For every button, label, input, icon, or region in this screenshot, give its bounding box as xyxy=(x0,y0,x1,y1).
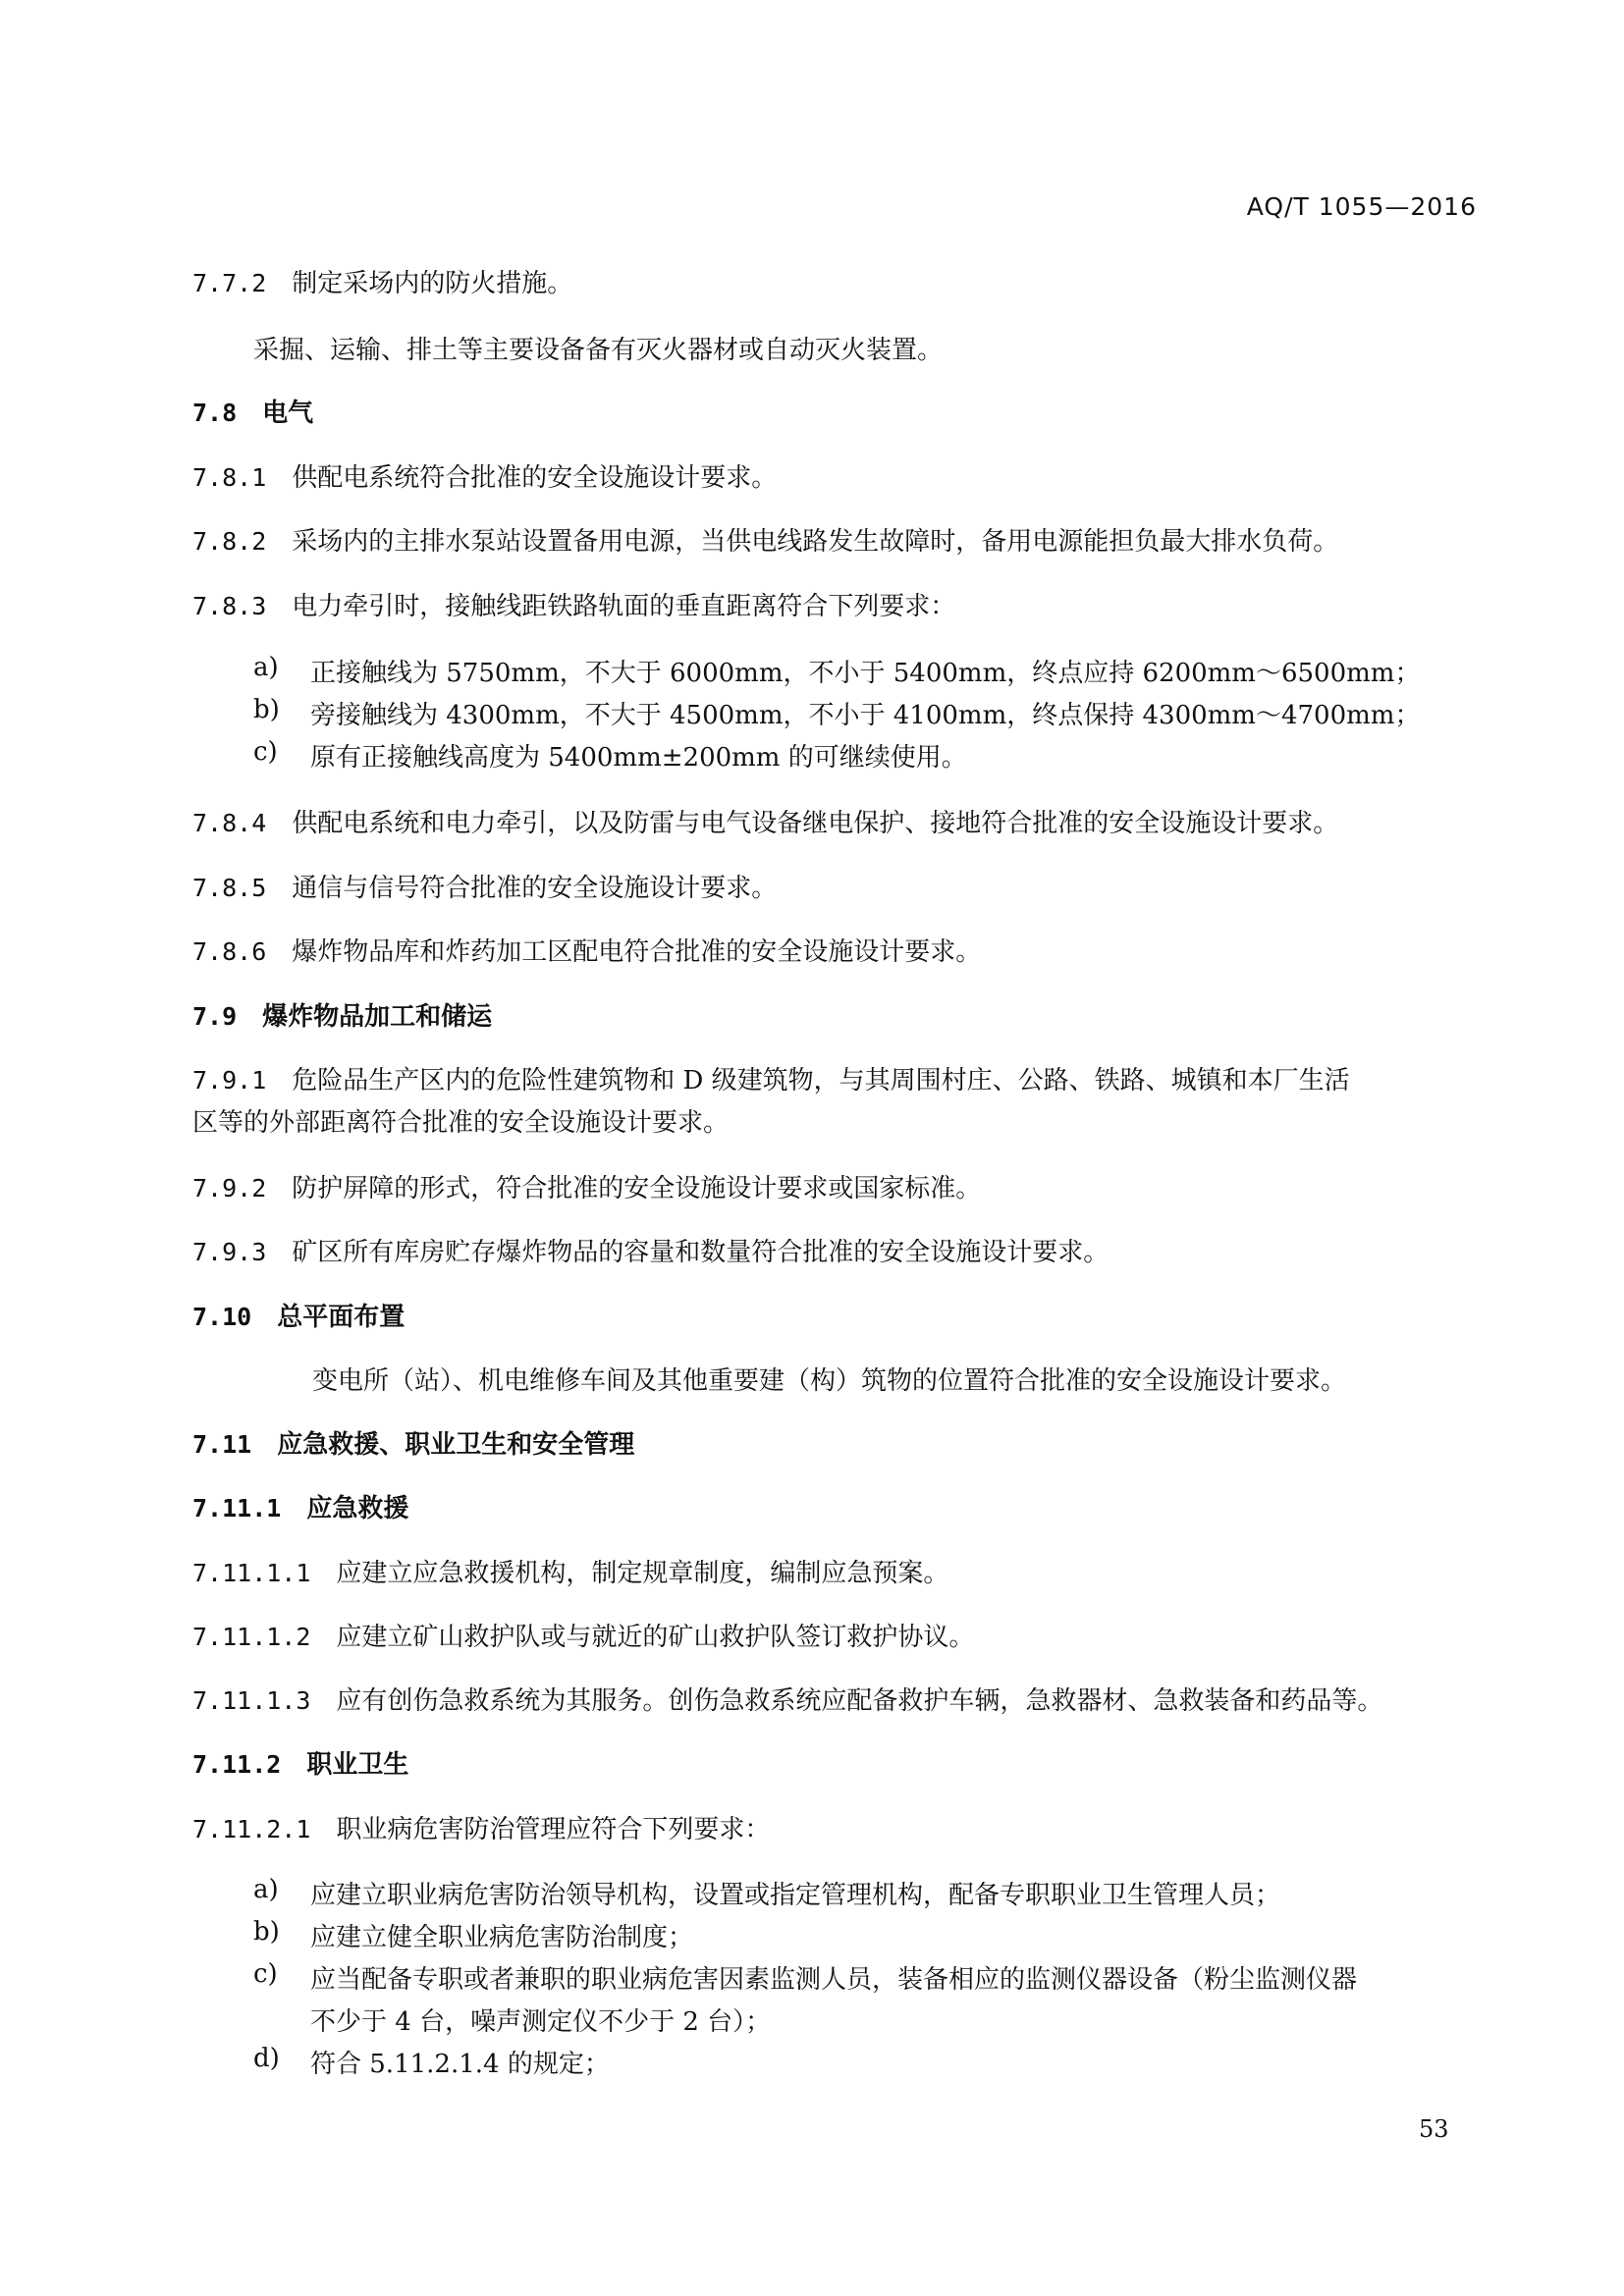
section-heading-7-8 xyxy=(192,393,313,429)
list-item-text: 符合 5.11.2.1.4 的规定； xyxy=(310,2050,610,2079)
clause-number: 7.11.1.3 xyxy=(192,1686,311,1715)
clause-text: 电力牵引时，接触线距铁路轨面的垂直距离符合下列要求： xyxy=(292,592,956,621)
list-item-text: 应当配备专职或者兼职的职业病危害因素监测人员，装备相应的监测仪器设备（粉尘监测仪器 xyxy=(310,1965,1358,1995)
list-item-label: b) xyxy=(253,1917,280,1947)
section-number: 7.11 xyxy=(192,1430,252,1459)
clause-number: 7.11.2.1 xyxy=(192,1815,311,1843)
clause-7-9-1-continued: 区等的外部距离符合批准的安全设施设计要求。 xyxy=(192,1108,730,1138)
section-heading-7-11-1 xyxy=(192,1488,408,1524)
clause-7-8-5 xyxy=(192,868,777,904)
list-item-label: b) xyxy=(253,695,280,724)
clause-number: 7.8.5 xyxy=(192,874,267,902)
clause-number: 7.8.2 xyxy=(192,527,267,556)
section-heading-7-9 xyxy=(192,996,492,1033)
clause-7-9-2 xyxy=(192,1168,981,1204)
clause-number: 7.8.3 xyxy=(192,592,267,620)
list-item-text: 应建立职业病危害防治领导机构，设置或指定管理机构，配备专职职业卫生管理人员； xyxy=(310,1881,1281,1910)
clause-number: 7.8.1 xyxy=(192,463,267,492)
section-number: 7.11.2 xyxy=(192,1750,282,1779)
clause-number: 7.9.2 xyxy=(192,1174,267,1202)
section-number: 7.10 xyxy=(192,1303,252,1331)
clause-7-11-1-2 xyxy=(192,1617,974,1653)
clause-text: 应建立矿山救护队或与就近的矿山救护队签订救护协议。 xyxy=(336,1623,975,1652)
section-number: 7.9 xyxy=(192,1002,238,1031)
standard-code-header: AQ/T 1055—2016 xyxy=(1246,192,1477,221)
clause-text: 防护屏障的形式，符合批准的安全设施设计要求或国家标准。 xyxy=(292,1174,982,1203)
clause-text: 矿区所有库房贮存爆炸物品的容量和数量符合批准的安全设施设计要求。 xyxy=(292,1238,1110,1267)
clause-number: 7.11.1.2 xyxy=(192,1623,311,1651)
list-item-label: a) xyxy=(253,653,279,682)
list-item-text: 正接触线为 5750mm，不大于 6000mm，不小于 5400mm，终点应持 6200mm～6500mm； xyxy=(310,659,1421,688)
clause-number: 7.11.1.1 xyxy=(192,1559,311,1587)
list-item-text: 应建立健全职业病危害防治制度； xyxy=(310,1923,694,1952)
section-title: 应急救援、职业卫生和安全管理 xyxy=(277,1430,635,1460)
list-item-text: 原有正接触线高度为 5400mm±200mm 的可继续使用。 xyxy=(310,743,967,773)
list-item-text-continued: 不少于 4 台，噪声测定仪不少于 2 台）； xyxy=(310,2007,772,2037)
clause-text: 制定采场内的防火措施。 xyxy=(292,269,573,298)
clause-text: 危险品生产区内的危险性建筑物和 D 级建筑物，与其周围村庄、公路、铁路、城镇和本厂生活 xyxy=(292,1066,1350,1095)
clause-number: 7.7.2 xyxy=(192,269,267,297)
clause-7-11-2-1 xyxy=(192,1809,770,1845)
clause-number: 7.9.3 xyxy=(192,1238,267,1266)
clause-text: 供配电系统和电力牵引，以及防雷与电气设备继电保护、接地符合批准的安全设施设计要求。 xyxy=(292,809,1339,838)
list-item-label: a) xyxy=(253,1875,279,1904)
list-item-label: d) xyxy=(253,2044,280,2073)
list-item-label: c) xyxy=(253,1959,278,1989)
clause-7-8-1 xyxy=(192,457,777,494)
clause-text: 通信与信号符合批准的安全设施设计要求。 xyxy=(292,874,778,903)
clause-7-8-4 xyxy=(192,803,1338,839)
clause-text: 供配电系统符合批准的安全设施设计要求。 xyxy=(292,463,778,493)
section-heading-7-11-2 xyxy=(192,1744,408,1781)
section-title: 爆炸物品加工和储运 xyxy=(262,1002,493,1032)
clause-text: 采场内的主排水泵站设置备用电源，当供电线路发生故障时，备用电源能担负最大排水负荷。 xyxy=(292,527,1339,557)
clause-7-8-2 xyxy=(192,521,1338,558)
section-heading-7-10 xyxy=(192,1297,405,1333)
clause-number: 7.8.6 xyxy=(192,937,267,966)
clause-7-8-3 xyxy=(192,586,955,622)
page-number: 53 xyxy=(1419,2115,1449,2143)
list-item-text: 旁接触线为 4300mm，不大于 4500mm，不小于 4100mm，终点保持 4300mm～4700mm； xyxy=(310,701,1421,730)
list-item-label: c) xyxy=(253,737,278,767)
clause-number: 7.8.4 xyxy=(192,809,267,837)
clause-number: 7.9.1 xyxy=(192,1066,267,1095)
section-number: 7.11.1 xyxy=(192,1494,282,1522)
paragraph-7-10: 变电所（站）、机电维修车间及其他重要建（构）筑物的位置符合批准的安全设施设计要求。 xyxy=(312,1366,1347,1396)
section-title: 职业卫生 xyxy=(306,1750,409,1780)
clause-7-11-1-1 xyxy=(192,1553,948,1589)
clause-7-9-1 xyxy=(192,1060,1350,1096)
section-heading-7-11 xyxy=(192,1424,634,1461)
section-title: 应急救援 xyxy=(306,1494,409,1523)
section-title: 电气 xyxy=(262,399,314,428)
clause-text: 应建立应急救援机构，制定规章制度，编制应急预案。 xyxy=(336,1559,949,1588)
clause-text: 职业病危害防治管理应符合下列要求： xyxy=(336,1815,771,1844)
clause-7-7-2 xyxy=(192,263,572,299)
clause-7-8-6 xyxy=(192,932,981,968)
clause-7-11-1-3 xyxy=(192,1681,1382,1717)
section-number: 7.8 xyxy=(192,399,238,427)
clause-text: 爆炸物品库和炸药加工区配电符合批准的安全设施设计要求。 xyxy=(292,937,982,967)
paragraph-7-7-2: 采掘、运输、排土等主要设备备有灭火器材或自动灭火装置。 xyxy=(253,336,944,365)
clause-text: 应有创伤急救系统为其服务。创伤急救系统应配备救护车辆，急救器材、急救装备和药品等。 xyxy=(336,1686,1383,1716)
clause-7-9-3 xyxy=(192,1232,1109,1268)
section-title: 总平面布置 xyxy=(277,1303,406,1332)
